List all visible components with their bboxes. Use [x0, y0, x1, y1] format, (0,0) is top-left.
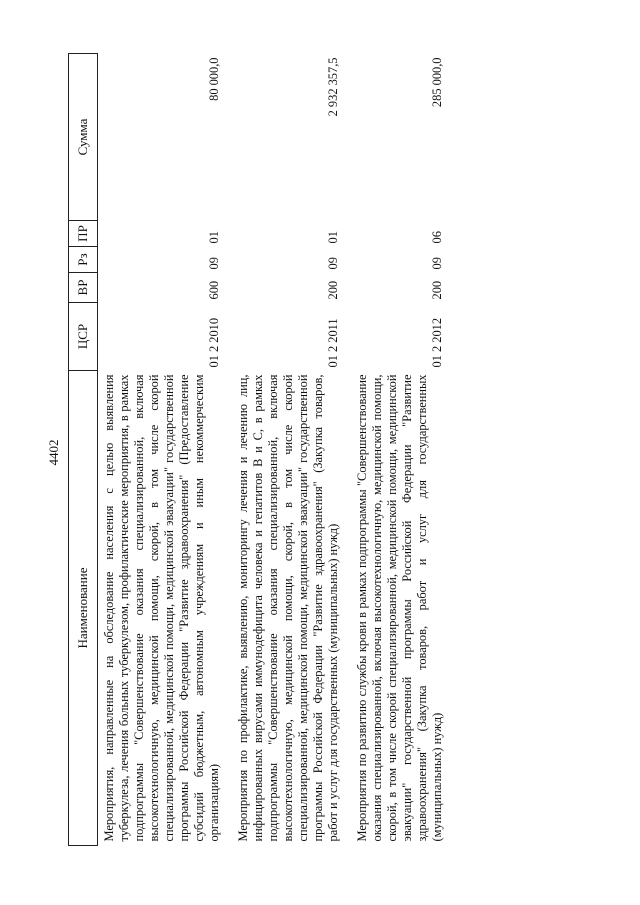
row-vr: 600	[207, 280, 221, 300]
row-pr: 01	[207, 231, 221, 244]
row-pr: 06	[430, 231, 444, 244]
row-vr: 200	[326, 280, 340, 300]
row-sum: 285 000,0	[430, 57, 444, 108]
table-header-row	[69, 54, 98, 846]
row-sum: 2 932 357,5	[326, 57, 340, 117]
row-rz: 09	[207, 257, 221, 270]
header-csr: ЦСР	[69, 303, 98, 371]
table-row	[345, 54, 445, 846]
header-rz: Рз	[69, 247, 98, 273]
row-rz: 09	[430, 257, 444, 270]
row-csr: 01 2 2011	[326, 318, 340, 368]
table-row	[226, 54, 345, 846]
row-name: Мероприятия по развитию службы крови в рамках подпрограммы "Совершенствование оказания специализированной, включая высокотехнологичную, медицинской помощи, скорой, в том числе скорой специализированной, медицинской помощи, медицинской эвакуации" государственной программы Российской Федерации "Развитие здравоохранения" (Закупка товаров, работ и услуг для государственных (муниципальных) нужд)	[355, 374, 444, 842]
row-csr: 01 2 2010	[207, 317, 221, 368]
header-sum: Сумма	[69, 54, 98, 221]
header-vr: ВР	[69, 273, 98, 303]
page-number: 4402	[46, 439, 61, 466]
row-rz: 09	[326, 257, 340, 270]
row-name: Мероприятия, направленные на обследование населения с целью выявления туберкулеза, лечения больных туберкулезом, профилактические мероприятия, в рамках подпрограммы "Совершенствование оказания специализированной, включая высокотехнологичную, медицинской помощи, скорой, в том числе скорой специализированной, медицинской помощи, медицинской эвакуации" государственной программы Российской Федерации "Развитие здравоохранения" (Предоставление субсидий бюджетным, автономным учреждениям и иным некоммерческим организациям)	[102, 374, 221, 842]
row-sum: 80 000,0	[207, 57, 221, 101]
row-pr: 01	[326, 231, 340, 244]
row-name: Мероприятия по профилактике, выявлению, мониторингу лечения и лечению лиц, инфицированных вирусами иммунодефицита человека и гепатитов В и С, в рамках подпрограммы "Совершенствование оказания специализированной, включая высокотехнологичную, медицинской помощи, скорой, в том числе скорой специализированной, медицинской помощи, медицинской эвакуации" государственной программы Российской Федерации "Развитие здравоохранения" (Закупка товаров, работ и услуг для государственных (муниципальных) нужд)	[236, 374, 340, 842]
row-vr: 200	[430, 280, 444, 300]
budget-table	[68, 53, 445, 846]
header-pr: ПР	[69, 221, 98, 247]
rotated-page-content	[68, 54, 583, 846]
table-row	[98, 54, 227, 846]
row-csr: 01 2 2012	[430, 317, 444, 368]
header-name: Наименование	[69, 371, 98, 846]
